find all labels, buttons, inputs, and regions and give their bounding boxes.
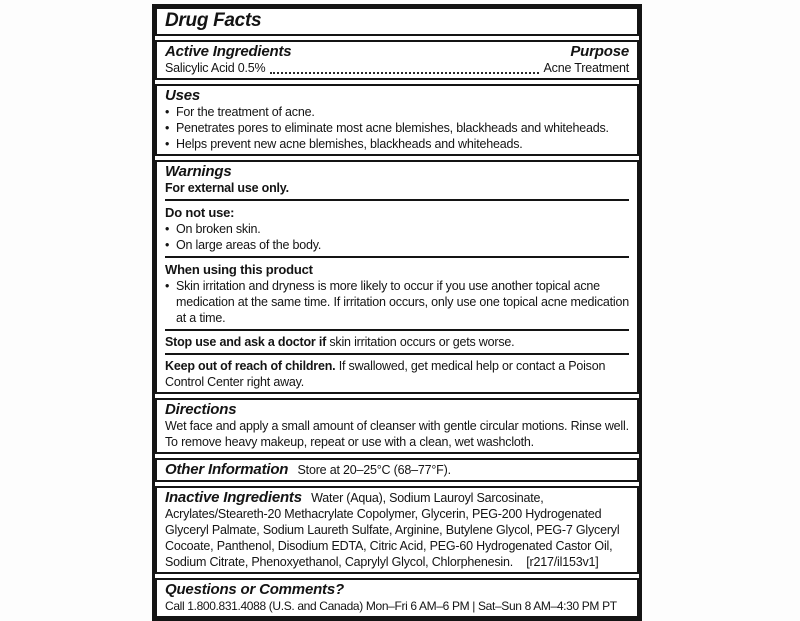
divider	[165, 256, 629, 258]
divider	[165, 329, 629, 331]
keep-out-text: If swallowed, get medical help or contact a Poison Control Center right away.	[165, 359, 606, 389]
drug-facts-label	[152, 4, 642, 621]
questions-phone-text: Call 1.800.831.4088 (U.S. and Canada) Mon–Fri 6 AM–6 PM | Sat–Sun 8 AM–4:30 PM PT	[165, 599, 617, 613]
keep-out-bold: Keep out of reach of children.	[165, 359, 336, 373]
revision-code: [r217/il153v1]	[526, 555, 599, 569]
section-other-information	[155, 458, 639, 482]
list-item: • For the treatment of acne.	[165, 104, 629, 120]
dotted-leader	[270, 63, 538, 74]
section-active-ingredients	[155, 40, 639, 80]
divider	[165, 353, 629, 355]
heading-other-information: Other Information	[165, 461, 289, 478]
other-information-text: Store at 20–25°C (68–77°F).	[297, 463, 451, 477]
heading-uses: Uses	[165, 87, 201, 104]
section-questions	[155, 578, 639, 618]
stop-use-text: skin irritation occurs or gets worse.	[326, 335, 515, 349]
section-inactive-ingredients	[155, 486, 639, 574]
section-drug-facts-title	[155, 7, 639, 36]
active-ingredient-purpose: Acne Treatment	[543, 61, 629, 75]
label-title: Drug Facts	[165, 10, 262, 31]
stop-use-bold: Stop use and ask a doctor if	[165, 335, 327, 349]
list-item: • On large areas of the body.	[165, 237, 629, 253]
list-item: • Skin irritation and dryness is more likely to occur if you use another topical acne medication at the same time. If irritation occurs, only use one topical acne medication at a time.	[165, 278, 629, 326]
stop-use-block	[165, 334, 629, 350]
do-not-use-list	[165, 221, 629, 253]
uses-list	[165, 104, 629, 152]
when-using-block	[165, 261, 629, 326]
heading-active-ingredients: Active Ingredients	[165, 43, 292, 60]
divider	[165, 199, 629, 201]
directions-line: Wet face and apply a small amount of cleanser with gentle circular motions. Rinse well.	[165, 419, 629, 433]
when-using-list	[165, 278, 629, 326]
active-ingredient-name: Salicylic Acid 0.5%	[165, 61, 266, 75]
list-item: • Penetrates pores to eliminate most acne blemishes, blackheads and whiteheads.	[165, 120, 629, 136]
heading-questions: Questions or Comments?	[165, 581, 344, 598]
heading-directions: Directions	[165, 401, 237, 418]
do-not-use-block	[165, 204, 629, 253]
list-item: • On broken skin.	[165, 221, 629, 237]
keep-out-block	[165, 358, 629, 390]
heading-when-using: When using this product	[165, 262, 313, 277]
heading-inactive-ingredients: Inactive Ingredients	[165, 489, 302, 506]
section-uses	[155, 84, 639, 156]
warnings-intro-block	[165, 163, 629, 196]
inactive-ingredients-text: Water (Aqua), Sodium Lauroyl Sarcosinate, Acrylates/Steareth-20 Methacrylate Copolymer, Glycerin, PEG-200 Hydrogenated Glyceryl Palmate, Sodium Laureth Sulfate, Arginine, Butylene Glycol, PEG-7 Glyceryl Cocoate, Panthenol, Disodium EDTA, Citric Acid, PEG-60 Hydrogenated Castor Oil, Sodium Citrate, Phenoxyethanol, Caprylyl Glycol, Chlorphenesin.	[165, 491, 620, 569]
list-item: • Helps prevent new acne blemishes, blackheads and whiteheads.	[165, 136, 629, 152]
heading-do-not-use: Do not use:	[165, 205, 235, 220]
section-directions	[155, 398, 639, 454]
section-warnings	[155, 160, 639, 394]
external-use-text: For external use only.	[165, 181, 289, 195]
heading-purpose: Purpose	[570, 43, 629, 60]
heading-warnings: Warnings	[165, 163, 232, 180]
directions-line: To remove heavy makeup, repeat or use with a clean, wet washcloth.	[165, 435, 534, 449]
